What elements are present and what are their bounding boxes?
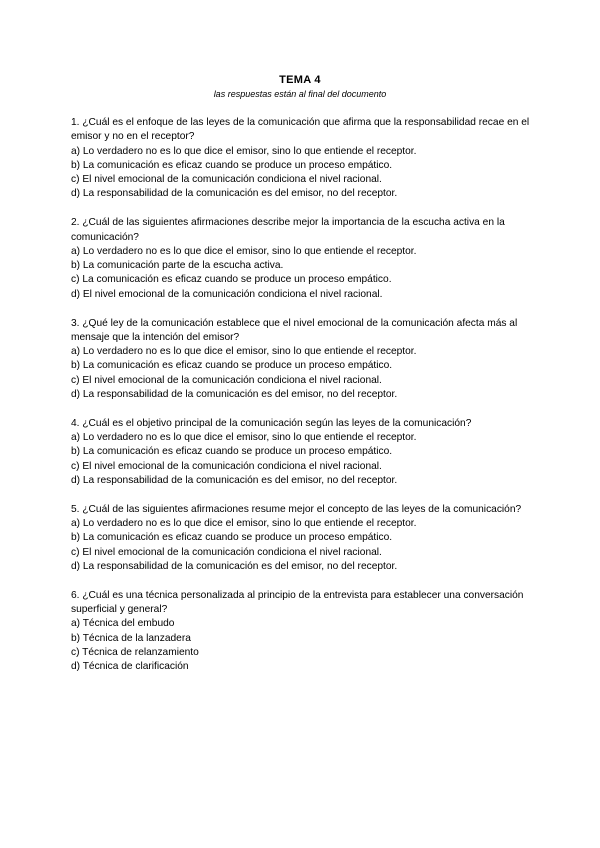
question-text: 1. ¿Cuál es el enfoque de las leyes de la comunicación que afirma que la responsabilidad recae en el emisor y no en el receptor? [71, 117, 530, 143]
option-c: c) La comunicación es eficaz cuando se produce un proceso empático. [71, 274, 392, 286]
option-d: d) La responsabilidad de la comunicación es del emisor, no del receptor. [71, 188, 398, 200]
question-4 [71, 417, 531, 488]
question-list [71, 116, 531, 689]
page-title: TEMA 4 [279, 74, 321, 86]
option-b: b) La comunicación es eficaz cuando se produce un proceso empático. [71, 532, 393, 544]
option-a: a) Lo verdadero no es lo que dice el emisor, sino lo que entiende el receptor. [71, 518, 417, 530]
question-text: 3. ¿Qué ley de la comunicación establece que el nivel emocional de la comunicación afecta más al mensaje que la intención del emisor? [71, 317, 518, 343]
option-a: a) Lo verdadero no es lo que dice el emisor, sino lo que entiende el receptor. [71, 245, 417, 257]
question-6 [71, 589, 531, 675]
option-c: c) El nivel emocional de la comunicación condiciona el nivel racional. [71, 460, 382, 472]
question-text: 2. ¿Cuál de las siguientes afirmaciones describe mejor la importancia de la escucha activa en la comunicación? [71, 217, 505, 243]
option-b: b) La comunicación es eficaz cuando se produce un proceso empático. [71, 360, 393, 372]
option-a: a) Lo verdadero no es lo que dice el emisor, sino lo que entiende el receptor. [71, 346, 417, 358]
option-a: a) Lo verdadero no es lo que dice el emisor, sino lo que entiende el receptor. [71, 432, 417, 444]
option-c: c) El nivel emocional de la comunicación condiciona el nivel racional. [71, 374, 382, 386]
option-a: a) Técnica del embudo [71, 618, 175, 630]
option-c: c) El nivel emocional de la comunicación condiciona el nivel racional. [71, 174, 382, 186]
option-d: d) Técnica de clarificación [71, 661, 189, 673]
question-text: 4. ¿Cuál es el objetivo principal de la comunicación según las leyes de la comunicación? [71, 417, 472, 429]
option-c: c) Técnica de relanzamiento [71, 647, 199, 658]
option-d: d) La responsabilidad de la comunicación es del emisor, no del receptor. [71, 389, 398, 401]
option-b: b) La comunicación parte de la escucha activa. [71, 260, 284, 272]
question-1 [71, 116, 531, 202]
option-d: d) La responsabilidad de la comunicación es del emisor, no del receptor. [71, 475, 398, 487]
question-2 [71, 216, 531, 302]
option-b: b) La comunicación es eficaz cuando se produce un proceso empático. [71, 159, 393, 171]
option-d: d) El nivel emocional de la comunicación condiciona el nivel racional. [71, 288, 383, 300]
option-b: b) Técnica de la lanzadera [71, 632, 191, 644]
option-a: a) Lo verdadero no es lo que dice el emisor, sino lo que entiende el receptor. [71, 145, 417, 157]
question-5 [71, 503, 531, 574]
option-b: b) La comunicación es eficaz cuando se produce un proceso empático. [71, 446, 393, 458]
page-subtitle: las respuestas están al final del documento [213, 89, 387, 99]
option-d: d) La responsabilidad de la comunicación es del emisor, no del receptor. [71, 561, 398, 573]
question-3 [71, 317, 531, 403]
question-text: 6. ¿Cuál es una técnica personalizada al principio de la entrevista para establecer una conversación superficial y general? [71, 589, 524, 616]
question-text: 5. ¿Cuál de las siguientes afirmaciones resume mejor el concepto de las leyes de la comunicación? [71, 503, 522, 515]
option-c: c) El nivel emocional de la comunicación condiciona el nivel racional. [71, 546, 382, 558]
